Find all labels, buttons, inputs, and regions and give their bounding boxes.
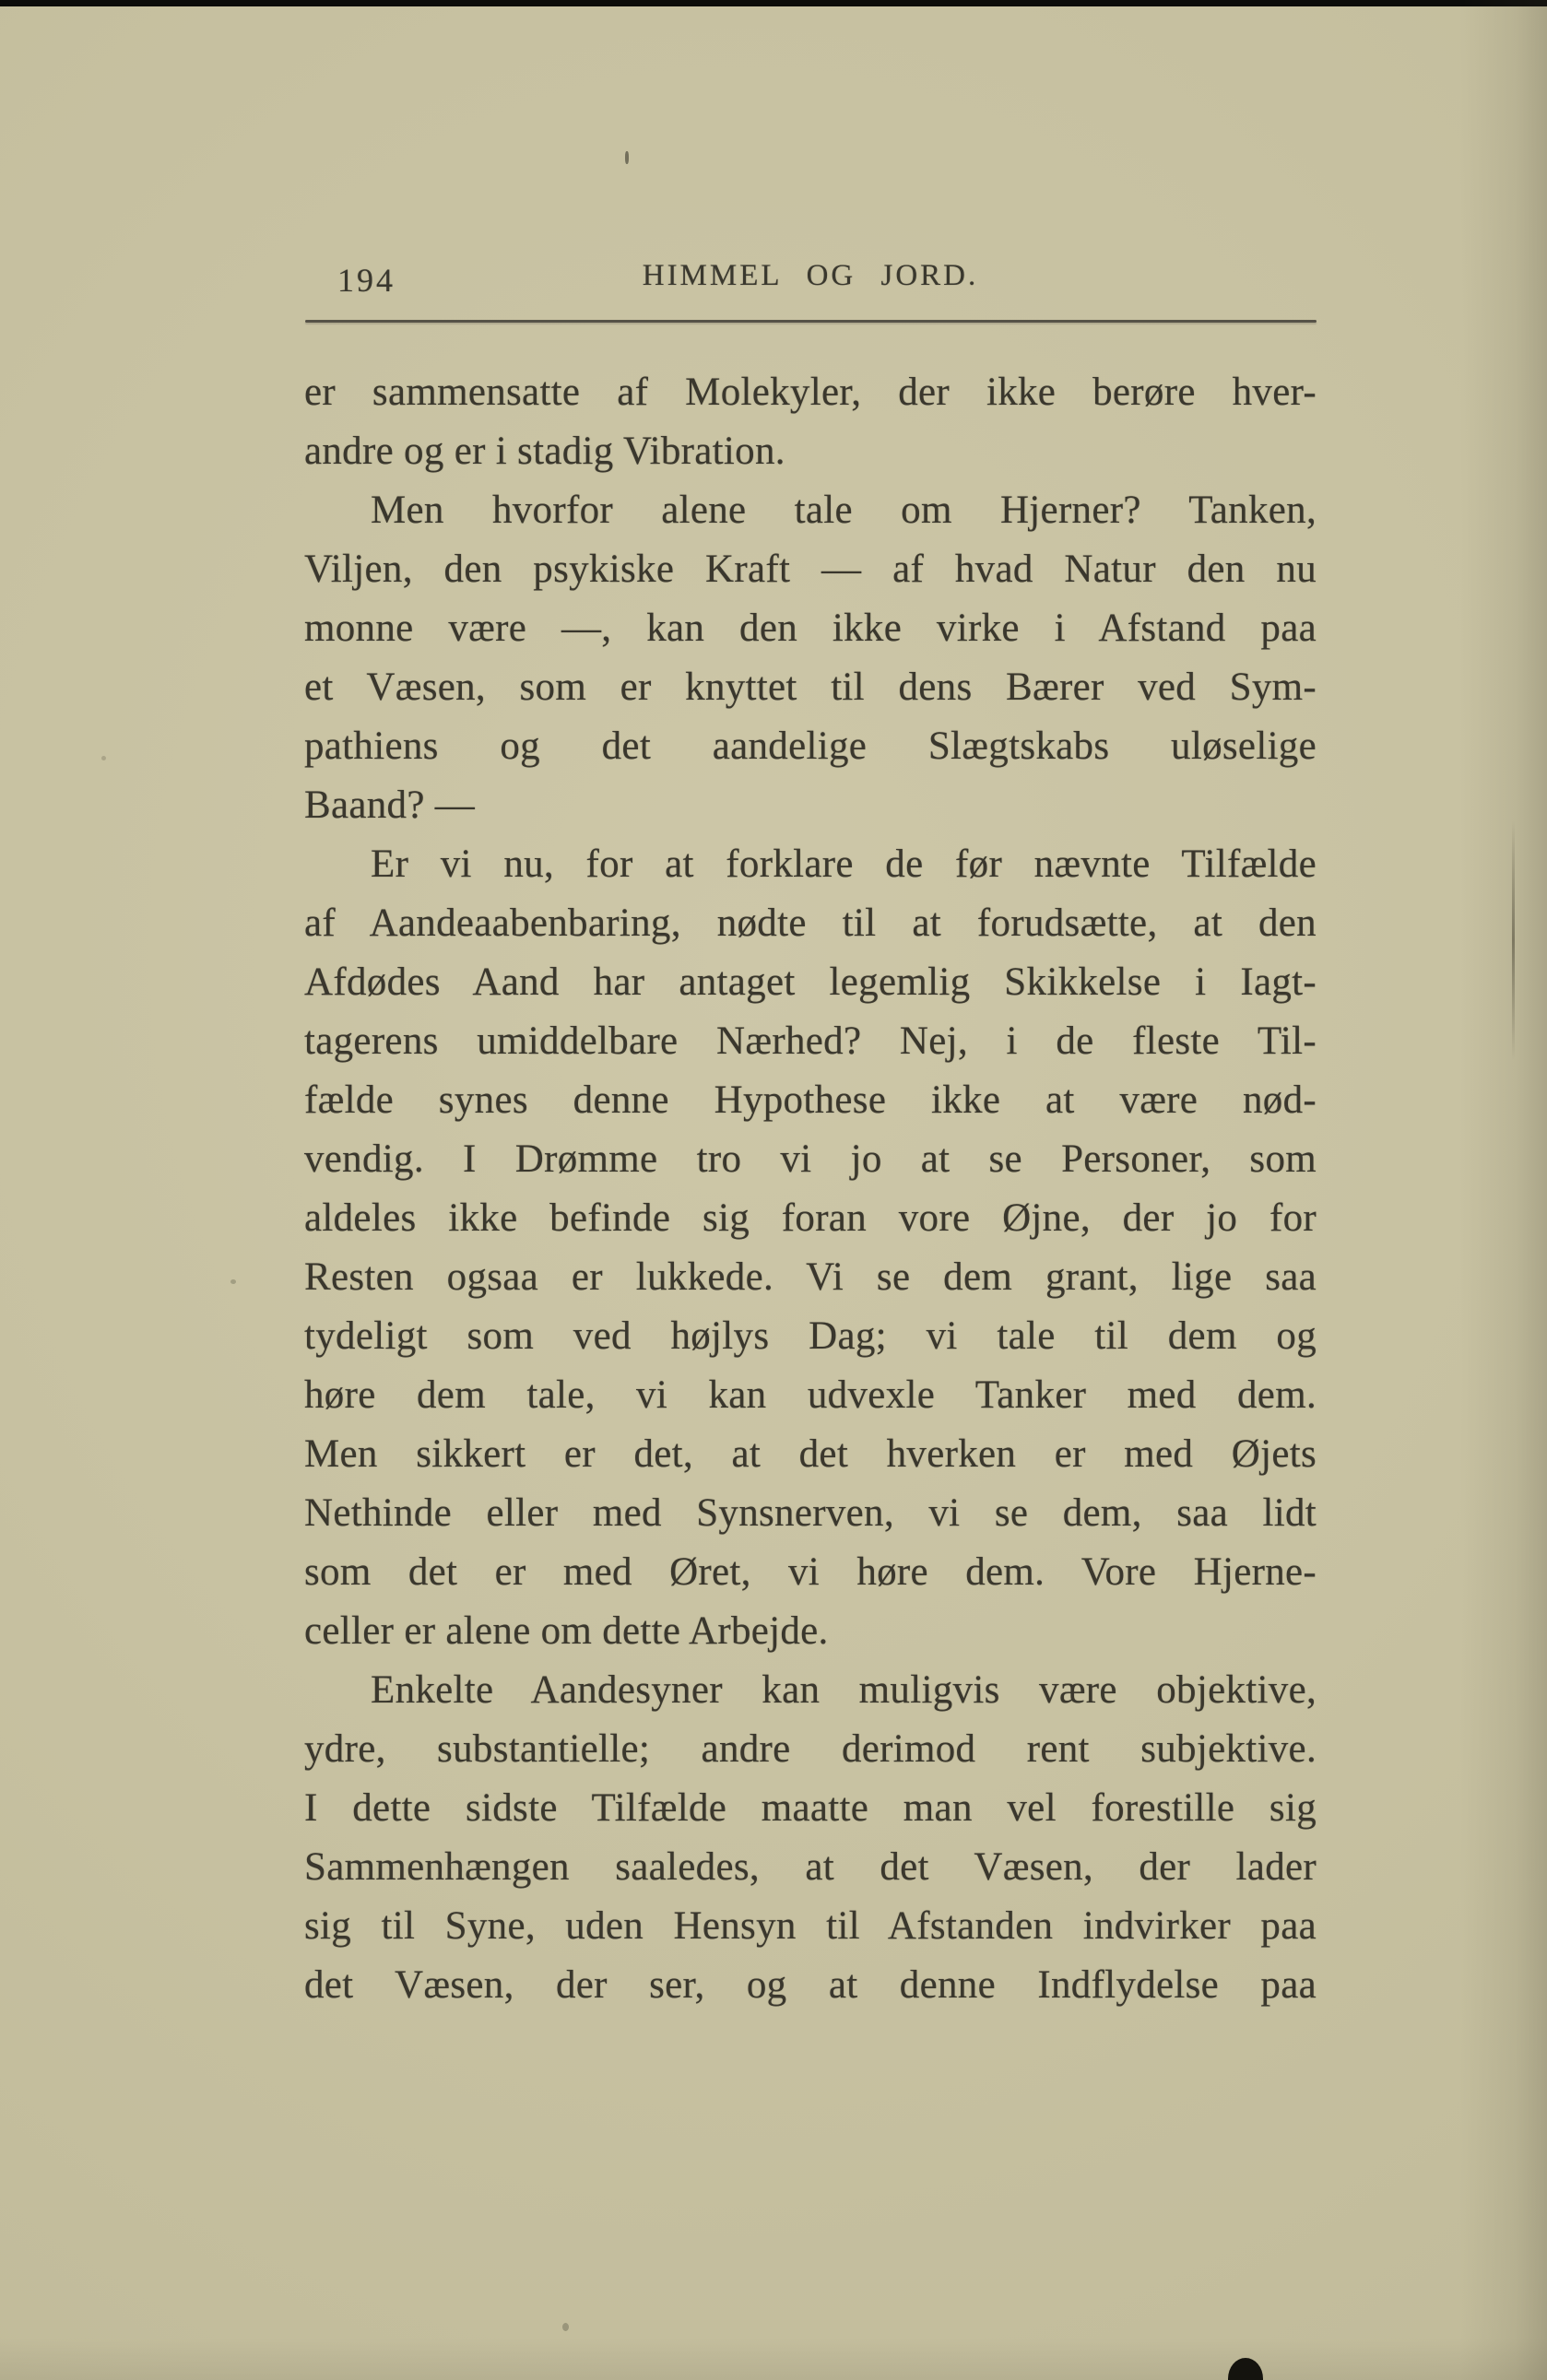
text-line: Men sikkert er det, at det hverken er med Øjets xyxy=(304,1432,1317,1476)
text-line: Nethinde eller med Synsnerven, vi se dem, saa lidt xyxy=(304,1491,1317,1535)
page-number: 194 xyxy=(337,262,396,299)
text-line: Baand? — xyxy=(304,784,476,827)
text-line: Sammenhængen saaledes, at det Væsen, der lader xyxy=(304,1845,1317,1889)
text-line: tydeligt som ved højlys Dag; vi tale til dem og xyxy=(304,1314,1317,1358)
scan-edge-right-shadow xyxy=(1459,0,1547,2380)
scan-edge-bottom-shadow xyxy=(0,2338,1547,2380)
scan-speck xyxy=(625,151,629,164)
text-line: monne være —, kan den ikke virke i Afstand paa xyxy=(304,607,1317,650)
text-line: Enkelte Aandesyner kan muligvis være objektive, xyxy=(371,1668,1317,1712)
text-line: aldeles ikke befinde sig foran vore Øjne, der jo for xyxy=(304,1196,1317,1240)
text-line: Resten ogsaa er lukkede. Vi se dem grant, lige saa xyxy=(304,1255,1317,1299)
text-line: som det er med Øret, vi høre dem. Vore Hjerne- xyxy=(304,1550,1317,1594)
text-line: fælde synes denne Hypothese ikke at være nød- xyxy=(304,1078,1317,1122)
text-line: sig til Syne, uden Hensyn til Afstanden indvirker paa xyxy=(304,1904,1317,1948)
text-line: vendig. I Drømme tro vi jo at se Personer, som xyxy=(304,1137,1317,1181)
text-line: er sammensatte af Molekyler, der ikke berøre hver- xyxy=(304,371,1317,414)
page-header xyxy=(304,259,1317,300)
text-line: celler er alene om dette Arbejde. xyxy=(304,1609,829,1653)
text-line: det Væsen, der ser, og at denne Indflydelse paa xyxy=(304,1963,1317,2007)
running-title: HIMMEL OG JORD. xyxy=(642,259,979,292)
header-rule xyxy=(305,320,1317,323)
text-line: et Væsen, som er knyttet til dens Bærer ved Sym- xyxy=(304,666,1317,709)
text-line: høre dem tale, vi kan udvexle Tanker med dem. xyxy=(304,1373,1317,1417)
text-line: tagerens umiddelbare Nærhed? Nej, i de fleste Til- xyxy=(304,1019,1317,1063)
text-line: Viljen, den psykiske Kraft — af hvad Natur den nu xyxy=(304,548,1317,591)
text-line: ydre, substantielle; andre derimod rent subjektive. xyxy=(304,1727,1317,1771)
text-line: I dette sidste Tilfælde maatte man vel forestille sig xyxy=(304,1786,1317,1830)
page-crease xyxy=(1512,820,1515,1060)
text-line: Er vi nu, for at forklare de før nævnte Tilfælde xyxy=(371,842,1317,886)
text-line: andre og er i stadig Vibration. xyxy=(304,430,785,473)
scan-speck xyxy=(230,1279,236,1284)
scan-speck xyxy=(101,756,106,760)
text-line: pathiens og det aandelige Slægtskabs uløselige xyxy=(304,725,1317,768)
text-line: Afdødes Aand har antaget legemlig Skikkelse i Iagt- xyxy=(304,960,1317,1004)
scan-edge-top xyxy=(0,0,1547,6)
text-line: Men hvorfor alene tale om Hjerner? Tanken, xyxy=(371,489,1317,532)
page-body xyxy=(304,363,1317,2015)
text-line: af Aandeaabenbaring, nødte til at forudsætte, at den xyxy=(304,901,1317,945)
scan-speck xyxy=(562,2323,569,2331)
